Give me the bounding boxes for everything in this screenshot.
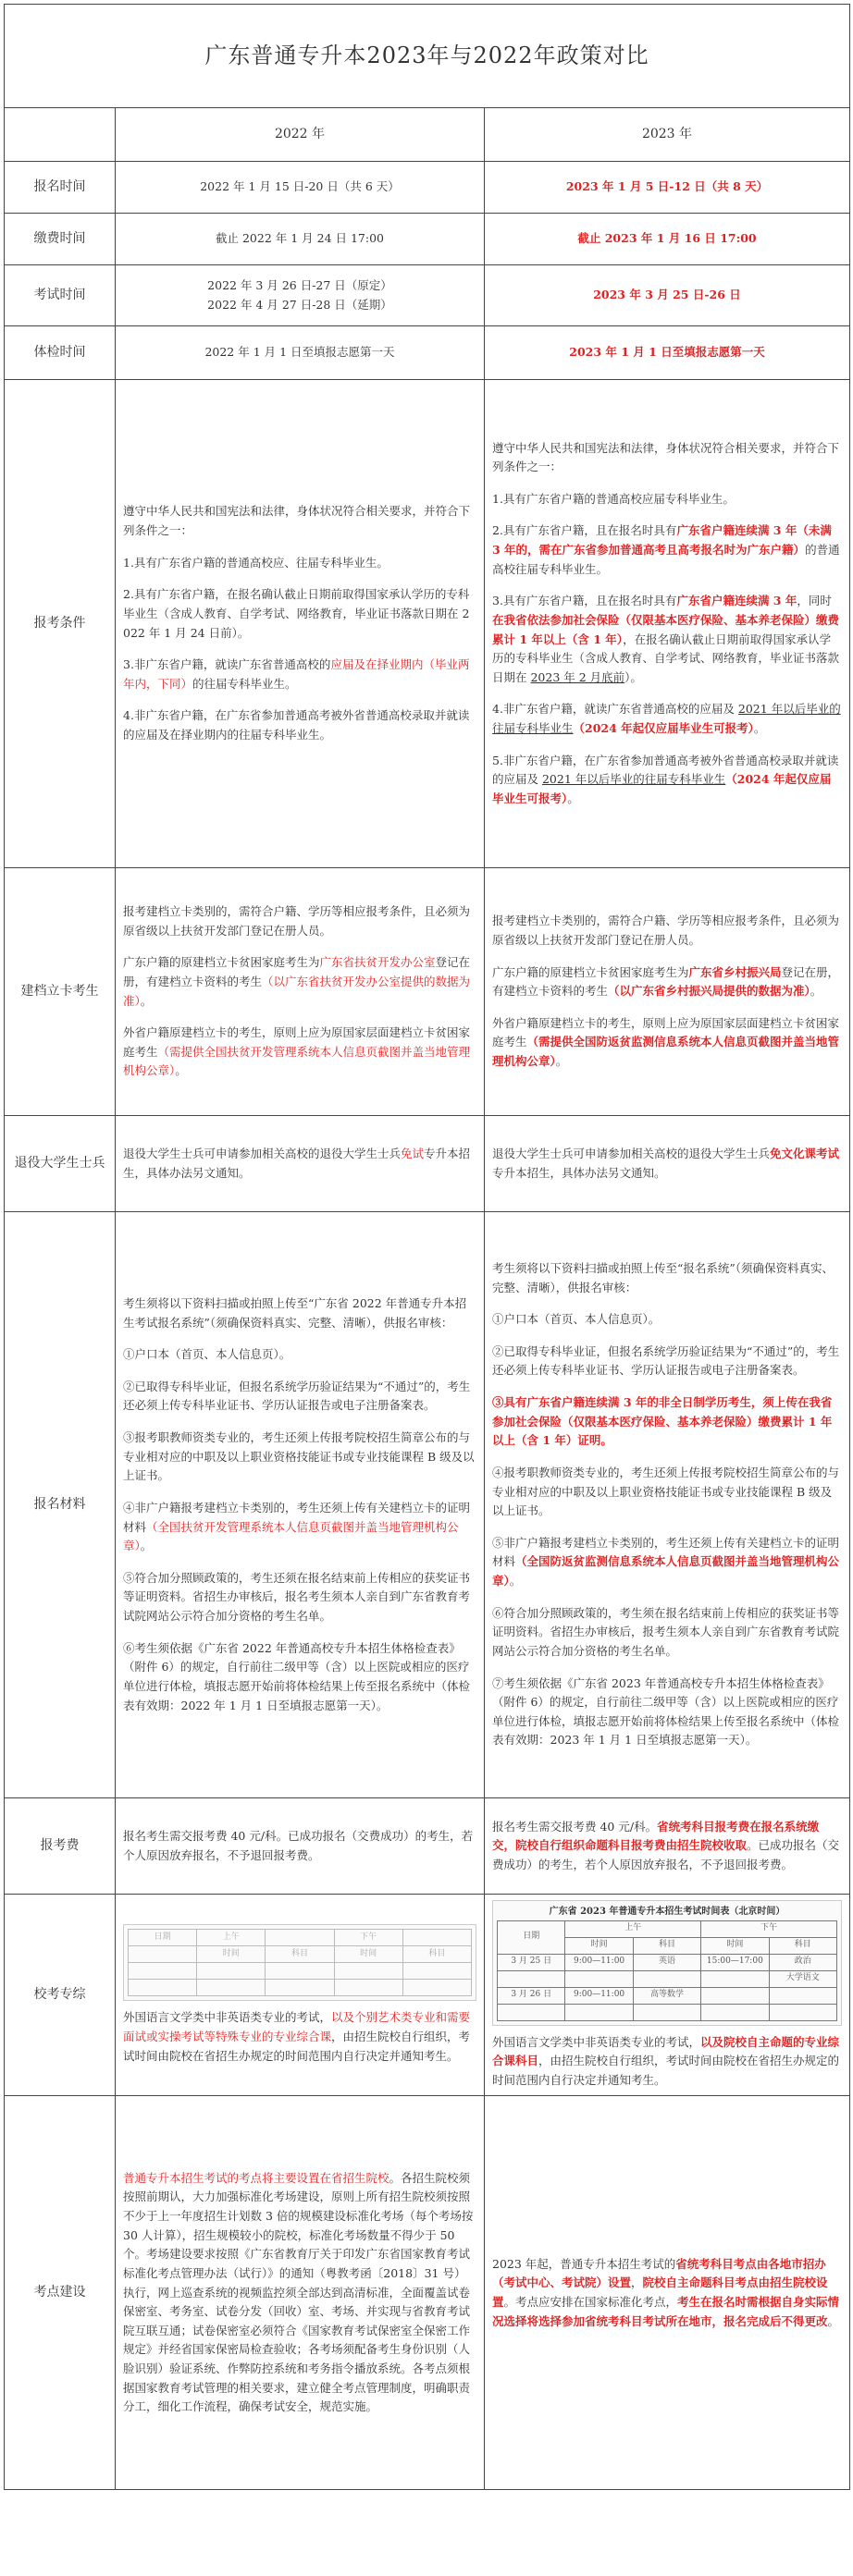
text-run: 报名考生需交报考费 40 元/科。 xyxy=(492,1819,658,1834)
text-run: 退役大学生士兵可申请参加相关高校的退役大学生士兵 xyxy=(123,1146,402,1160)
underline-run: 2021 年以后毕业的往届专科毕业生 xyxy=(541,772,726,787)
schedule-subheader: 科目 xyxy=(769,1937,836,1954)
schedule-cell: 日期 xyxy=(129,1930,197,1946)
text-run: 。 xyxy=(827,2313,840,2328)
schedule-title: 广东省 2023 年普通专升本招生考试时间表（北京时间） xyxy=(549,1907,785,1917)
text-run: ，同时 xyxy=(797,594,832,608)
text-run: 。各招生院校须按照前期认，大力加强标准化考场建设，原则上所有招生院校须按照不少于上一年度招生计划数 3 倍的规模建设标准化考场（每个考场按 30 人计算），招生规模较小的院校，标准化考场数量不得少于 50 个。考场建设要求按照《广东省教育厅关于印发广东省国家教育考试标准化考点管理办法（试行）》的通知（粤教考函〔2018〕31 号）执行，网上巡查系统的视频监控须全部达到高清标准，全面覆盖试卷保密室、考务室、试卷分发（回收）室、考场、并实现与省教育考试院互联互通；试卷保密室必须符合《国家教育考试保密室全保密工作规定》并经省国家保密局检查验收；各考场须配备考生身份识别（人脸识别）验证系统、作弊防控系统和考务指令播放系统。各考点须根据国家教育考试管理的相关要求，建立健全考点管理制度，明确职责分工，细化工作流程，确保考试安全，规范实施。 xyxy=(123,2170,474,2414)
school-exam-2022 xyxy=(116,1895,485,2096)
header-2022: 2022 年 xyxy=(116,108,485,162)
text-run: 专升本招生，具体办法另文通知。 xyxy=(123,1146,471,1180)
text-run: 。已成功报名（交费成功）的考生，若个人原因放弃报名，不予退回报考费。 xyxy=(492,1838,840,1871)
text-run: 2.具有广东省户籍，且在报名时具有 xyxy=(492,523,677,538)
highlight-run: 以及院校自主命题的专业综合课科目 xyxy=(492,2034,840,2068)
schedule-cell: 英语 xyxy=(633,1954,700,1970)
conditions-2022 xyxy=(116,380,485,868)
schedule-cell xyxy=(701,1970,769,1987)
schedule-cell: 下午 xyxy=(334,1930,402,1946)
payment-2022: 截止 2022 年 1 月 24 日 17:00 xyxy=(116,214,485,265)
row-label-fee: 报考费 xyxy=(5,1798,116,1895)
text-run: 外国语言文学类中非英语类专业的考试， xyxy=(492,2034,701,2049)
materials-2022-p3: ②已取得专科毕业证，但报名系统学历验证结果为“不通过”的，考生还必须上传专科毕业证书、学历认证报告或电子注册备案表。 xyxy=(123,1379,471,1413)
payment-2023: 截止 2023 年 1 月 16 日 17:00 xyxy=(485,214,850,265)
schedule-cell xyxy=(633,2004,700,2020)
schedule-cell xyxy=(129,1980,197,1996)
text-run: ，由招生院校自行组织，考试时间由院校在省招生办规定的时间范围内自行决定并通知考生。 xyxy=(123,2029,471,2063)
materials-2023-p6 xyxy=(492,1534,842,1591)
schedule-cell: 时间 xyxy=(197,1946,266,1963)
text-run: ⑤非广户籍报考建档立卡类别的，考生还须上传有关建档立卡的证明材料 xyxy=(492,1535,840,1569)
text-run: 。考点应安排在国家标准化考点， xyxy=(503,2294,678,2309)
materials-2023-p7: ⑥符合加分照顾政策的，考生须在报名结束前上传相应的获奖证书等证明资料。省招生办审核后，报考生须本人亲自到广东省教育考试院网站公示符合加分资格的考生名单。 xyxy=(492,1605,840,1658)
text-run: 登记在册，有建档立卡资料的考生 xyxy=(492,964,840,999)
schedule-table-2023 xyxy=(497,1920,837,2021)
schedule-header: 日期 xyxy=(498,1920,565,1954)
text-run: 。 xyxy=(175,1063,187,1078)
highlight-run: （以广东省乡村振兴局提供的数据为准） xyxy=(608,984,810,999)
materials-2023-p1: 考生须将以下资料扫描或拍照上传至“报名系统”（须确保资料真实、完整、清晰），供报名审核： xyxy=(492,1260,834,1294)
text-run: 的往届专科毕业生。 xyxy=(192,676,297,691)
conditions-2022-p2: 1.具有广东省户籍的普通高校应、往届专科毕业生。 xyxy=(123,555,389,570)
materials-2022-p1: 考生须将以下资料扫描或拍照上传至“广东省 2022 年普通专升本招生考试报名系统”（须确保资料真实、完整、清晰），供报名审核： xyxy=(123,1295,467,1330)
highlight-run: （全国防返贫监测信息系统本人信息页截图并盖当地管理机构公章） xyxy=(492,1554,840,1589)
text-run: 广东户籍的原建档立卡贫困家庭考生为 xyxy=(492,964,689,979)
highlight-run: 广东省扶贫开发办公室 xyxy=(319,955,436,970)
register-2022: 2022 年 1 月 15 日-20 日（共 6 天） xyxy=(116,162,485,214)
header-blank xyxy=(5,108,116,162)
highlight-run: （2024 年起仅应届毕业生可报考） xyxy=(492,772,832,805)
schedule-cell xyxy=(565,1970,633,1987)
schedule-cell xyxy=(769,1987,836,2004)
highlight-run: （2024 年起仅应届毕业生可报考） xyxy=(573,721,754,735)
text-run: 外省户籍原建档立卡的考生，原则上应为原国家层面建档立卡贫困家庭考生 xyxy=(492,1015,840,1049)
schedule-subheader: 时间 xyxy=(701,1937,769,1954)
schedule-cell: 科目 xyxy=(402,1946,471,1963)
comparison-table xyxy=(4,4,850,2490)
schedule-cell xyxy=(701,1987,769,2004)
exam-site-2022 xyxy=(116,2096,485,2490)
row-label-conditions: 报考条件 xyxy=(5,380,116,868)
text-run: 2023 年起，普通专升本招生考试的 xyxy=(492,2256,676,2271)
fee-2023 xyxy=(485,1798,850,1895)
materials-2022-p4: ③报考职教师资类专业的，考生还须上传报考院校招生简章公布的与专业相对应的中职及以上职业资格技能证书或专业技能课程 B 级及以上证书。 xyxy=(123,1430,475,1483)
text-run: 。 xyxy=(810,984,822,999)
text-run: 5.非广东省户籍，在广东省参加普通高考被外省普通高校录取并就读的应届及 xyxy=(492,753,839,787)
schedule-cell xyxy=(402,1930,471,1946)
row-label-physical: 体检时间 xyxy=(5,326,116,380)
schedule-cell: 大学语文 xyxy=(769,1970,836,1987)
schedule-cell xyxy=(266,1963,334,1980)
schedule-cell xyxy=(266,1930,334,1946)
text-run: 3.具有广东省户籍，且在报名时具有 xyxy=(492,594,677,608)
physical-2023: 2023 年 1 月 1 日至填报志愿第一天 xyxy=(485,326,850,380)
materials-2022-p6: ⑤符合加分照顾政策的，考生还须在报名结束前上传相应的获奖证书等证明资料。省招生办审核后，报名考生须本人亲自到广东省教育考试院网站公示符合加分资格的考生名单。 xyxy=(123,1570,471,1623)
schedule-cell: 15:00—17:00 xyxy=(701,1954,769,1970)
highlight-run: 广东省户籍连续满 3 年 xyxy=(676,594,797,608)
text-run: 的普通高校往届专科毕业生。 xyxy=(492,543,840,576)
conditions-2022-p1: 遵守中华人民共和国宪法和法律，身体状况符合相关要求，并符合下列条件之一： xyxy=(123,504,471,537)
schedule-cell xyxy=(129,1963,197,1980)
schedule-cell xyxy=(701,2004,769,2020)
text-run: ）。 xyxy=(624,669,642,684)
schedule-cell xyxy=(334,1980,402,1996)
highlight-run: 免文化课考试 xyxy=(770,1146,840,1160)
text-run: 3.非广东省户籍，就读广东省普通高校的 xyxy=(123,657,331,672)
poverty-2023-p3 xyxy=(492,1014,842,1072)
schedule-image-2023 xyxy=(492,1900,842,2026)
schedule-table-2022 xyxy=(128,1929,472,1996)
exam-2022-line2: 2022 年 4 月 27 日-28 日（延期） xyxy=(207,297,392,312)
schedule-cell xyxy=(565,2004,633,2020)
text-run: 。 xyxy=(140,993,153,1008)
materials-2022-p2: ①户口本（首页、本人信息页）。 xyxy=(123,1347,291,1362)
conditions-2022-p3: 2.具有广东省户籍，在报名确认截止日期前取得国家承认学历的专科毕业生（含成人教育、自学考试、网络教育，毕业证书落款日期在 2022 年 1 月 24 日前）。 xyxy=(123,587,470,640)
poverty-2022-p2 xyxy=(123,953,476,1011)
text-run: ，在报名确认截止日期前取得国家承认学历的专科毕业生（含成人教育、自学考试、网络教育，毕业证书落款日期在 xyxy=(492,632,840,684)
schedule-cell: 时间 xyxy=(334,1946,402,1963)
materials-2023 xyxy=(485,1212,850,1798)
text-run: 。 xyxy=(753,721,766,735)
schedule-cell xyxy=(769,2004,836,2020)
highlight-run: 应届及在择业期内（毕业两年内，下同） xyxy=(123,657,470,691)
page-title: 广东普通专升本2023年与2022年政策对比 xyxy=(5,5,850,108)
highlight-run: 普通专升本招生考试的考点将主要设置在省招生院校 xyxy=(123,2170,389,2185)
schedule-cell: 9:00—11:00 xyxy=(565,1987,633,2004)
row-label-school-exam: 校考专综 xyxy=(5,1895,116,2096)
exam-2023: 2023 年 3 月 25 日-26 日 xyxy=(485,265,850,326)
highlight-run: 省统考科目考点由各地市招办（考试中心、考试院）设置 xyxy=(492,2256,826,2290)
materials-2023-p2: ①户口本（首页、本人信息页）。 xyxy=(492,1312,661,1327)
text-run: 广东户籍的原建档立卡贫困家庭考生为 xyxy=(123,955,320,970)
poverty-2022-p1: 报考建档立卡类别的，需符合户籍、学历等相应报考条件，且必须为原省级以上扶贫开发部门登记在册人员。 xyxy=(123,904,471,938)
text-run: 专升本招生，具体办法另文通知。 xyxy=(492,1165,666,1180)
underline-run: 2023 年 2 月底前 xyxy=(530,669,625,684)
conditions-2023 xyxy=(485,380,850,868)
row-label-exam-site: 考点建设 xyxy=(5,2096,116,2490)
text-run: 。 xyxy=(555,1054,568,1069)
text-run: 外省户籍原建档立卡的考生，原则上应为原国家层面建档立卡贫困家庭考生 xyxy=(123,1025,471,1059)
veterans-2022 xyxy=(116,1116,485,1212)
conditions-2023-p1: 遵守中华人民共和国宪法和法律，身体状况符合相关要求，并符合下列条件之一： xyxy=(492,440,840,474)
highlight-run: 在我省依法参加社会保险（仅限基本医疗保险、基本养老保险）缴费累计 1 年以上（含 1 年） xyxy=(492,612,840,646)
conditions-2023-p2: 1.具有广东省户籍的普通高校应届专科毕业生。 xyxy=(492,491,735,506)
schedule-cell: 政治 xyxy=(769,1954,836,1970)
text-run: 。 xyxy=(567,791,579,805)
row-label-payment: 缴费时间 xyxy=(5,214,116,265)
exam-site-2023 xyxy=(485,2096,850,2490)
text-run: 登记在册，有建档立卡资料的考生 xyxy=(123,955,471,988)
schedule-cell: 3 月 26 日 xyxy=(498,1987,565,2004)
schedule-cell: 9:00—11:00 xyxy=(565,1954,633,1970)
highlight-run: （需提供全国扶贫开发管理系统本人信息页截图并盖当地管理机构公章） xyxy=(123,1044,471,1078)
school-exam-2023 xyxy=(485,1895,850,2096)
highlight-run: （全国扶贫开发管理系统本人信息页截图并盖当地管理机构公章） xyxy=(123,1519,459,1553)
schedule-cell xyxy=(402,1980,471,1996)
schedule-cell xyxy=(197,1980,266,1996)
exam-2022-line1: 2022 年 3 月 26 日-27 日（原定） xyxy=(207,277,392,292)
materials-2023-p3: ②已取得专科毕业证，但报名系统学历验证结果为“不通过”的，考生还必须上传专科毕业证书、学历认证报告或电子注册备案表。 xyxy=(492,1343,840,1378)
veterans-2023 xyxy=(485,1116,850,1212)
highlight-run: 免试 xyxy=(401,1146,425,1160)
schedule-cell xyxy=(498,2004,565,2020)
conditions-2023-p6 xyxy=(492,752,842,809)
underline-run: 2021 年以后毕业的往届专科毕业生 xyxy=(492,702,841,735)
schedule-cell xyxy=(197,1963,266,1980)
poverty-2022 xyxy=(116,868,485,1116)
schedule-cell xyxy=(498,1970,565,1987)
schedule-cell: 高等数学 xyxy=(633,1987,700,2004)
materials-2023-p4: ③具有广东省户籍连续满 3 年的非全日制学历考生，须上传在我省参加社会保险（仅限基本医疗保险、基本养老保险）缴费累计 1 年以上（含 1 年）证明。 xyxy=(492,1395,833,1448)
schedule-header: 下午 xyxy=(701,1920,837,1937)
text-run: ④非广户籍报考建档立卡类别的，考生还须上传有关建档立卡的证明材料 xyxy=(123,1500,471,1534)
text-run: 。 xyxy=(140,1539,153,1553)
schedule-cell: 上午 xyxy=(197,1930,266,1946)
poverty-2023-p1: 报考建档立卡类别的，需符合户籍、学历等相应报考条件，且必须为原省级以上扶贫开发部门登记在册人员。 xyxy=(492,914,840,947)
materials-2022 xyxy=(116,1212,485,1798)
conditions-2022-p5: 4.非广东省户籍，在广东省参加普通高考被外省普通高校录取并就读的应届及在择业期内的往届专科毕业生。 xyxy=(123,708,470,742)
schedule-cell xyxy=(334,1963,402,1980)
highlight-run: （需提供全国防返贫监测信息系统本人信息页截图并盖当地管理机构公章） xyxy=(492,1035,840,1069)
row-label-poverty: 建档立卡考生 xyxy=(5,868,116,1116)
materials-2023-p5: ④报考职教师资类专业的，考生还须上传报考院校招生简章公布的与专业相对应的中职及以上职业资格技能证书或专业技能课程 B 级及以上证书。 xyxy=(492,1465,840,1518)
text-run: 。 xyxy=(509,1574,522,1589)
header-2023: 2023 年 xyxy=(485,108,850,162)
text-run: 4.非广东省户籍，就读广东省普通高校的应届及 xyxy=(492,702,738,717)
schedule-cell xyxy=(633,1970,700,1987)
text-run: 外国语言文学类中非英语类专业的考试， xyxy=(123,2010,332,2025)
conditions-2022-p4 xyxy=(123,656,476,693)
row-label-materials: 报名材料 xyxy=(5,1212,116,1798)
schedule-cell xyxy=(266,1980,334,1996)
highlight-run: 以及个别艺术类专业和需要面试或实操考试等特殊专业的专业综合课 xyxy=(123,2010,471,2043)
row-label-register: 报名时间 xyxy=(5,162,116,214)
schedule-subheader: 时间 xyxy=(565,1937,633,1954)
physical-2022: 2022 年 1 月 1 日至填报志愿第一天 xyxy=(116,326,485,380)
schedule-cell: 科目 xyxy=(266,1946,334,1963)
row-label-veterans: 退役大学生士兵 xyxy=(5,1116,116,1212)
conditions-2023-p3 xyxy=(492,521,842,579)
schedule-image-2022 xyxy=(123,1924,476,2001)
highlight-run: 广东省户籍连续满 3 年（未满 3 年的，需在广东省参加普通高考且高考报名时为广东户籍） xyxy=(492,523,832,557)
schedule-cell: 3 月 25 日 xyxy=(498,1954,565,1970)
conditions-2023-p4 xyxy=(492,592,842,687)
register-2023: 2023 年 1 月 5 日-12 日（共 8 天） xyxy=(485,162,850,214)
poverty-2023 xyxy=(485,868,850,1116)
schedule-header: 上午 xyxy=(565,1920,701,1937)
text-run: 退役大学生士兵可申请参加相关高校的退役大学生士兵 xyxy=(492,1146,771,1160)
highlight-run: （以广东省扶贫开发办公室提供的数据为准） xyxy=(123,974,471,1008)
row-label-exam: 考试时间 xyxy=(5,265,116,326)
schedule-subheader: 科目 xyxy=(633,1937,700,1954)
exam-2022 xyxy=(116,265,485,326)
text-run: ，由招生院校自行组织，考试时间由院校在省招生办规定的时间范围内自行决定并通知考生。 xyxy=(492,2054,840,2087)
materials-2022-p5 xyxy=(123,1499,476,1556)
materials-2023-p8: ⑦考生须依据《广东省 2023 年普通高校专升本招生体格检查表》（附件 6）的规定，自行前往二级甲等（含）以上医院或相应的医疗单位进行体检，填报志愿开始前将体检结果上传至报名系统中（体检表有效期：2023 年 1 月 1 日至填报志愿第一天）。 xyxy=(492,1675,840,1748)
poverty-2022-p3 xyxy=(123,1024,476,1081)
highlight-run: 考生在报名时需根据自身实际情况选择将选择参加省统考科目考试所在地市，报名完成后不得更改 xyxy=(492,2294,840,2328)
poverty-2023-p2 xyxy=(492,963,842,1001)
highlight-run: 广东省乡村振兴局 xyxy=(688,964,782,979)
schedule-cell xyxy=(129,1946,197,1963)
schedule-cell xyxy=(402,1963,471,1980)
fee-2022: 报名考生需交报考费 40 元/科。已成功报名（交费成功）的考生，若个人原因放弃报名，不予退回报考费。 xyxy=(116,1798,485,1895)
materials-2022-p7: ⑥考生须依据《广东省 2022 年普通高校专升本招生体格检查表》（附件 6）的规定，自行前往二级甲等（含）以上医院或相应的医疗单位进行体检，填报志愿开始前将体检结果上传至报名系统中（体检表有效期：2022 年 1 月 1 日至填报志愿第一天）。 xyxy=(123,1640,471,1712)
text-run: ， xyxy=(631,2275,643,2290)
highlight-run: 院校自主命题科目考点由招生院校设置 xyxy=(492,2275,828,2309)
conditions-2023-p5 xyxy=(492,700,842,738)
highlight-run: 省统考科目报考费在报名系统缴交，院校自行组织命题科目报考费由招生院校收取 xyxy=(492,1819,820,1853)
